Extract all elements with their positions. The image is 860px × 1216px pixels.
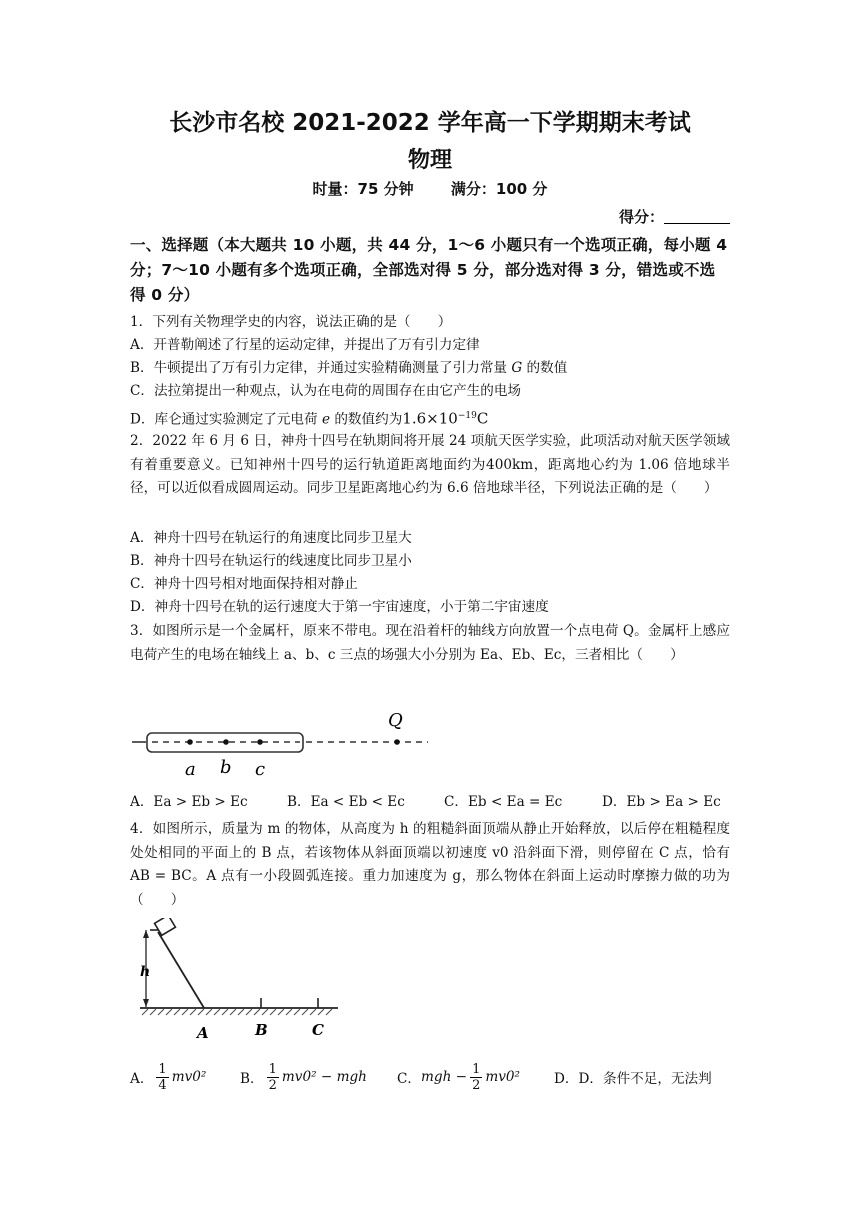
q3-option-c: C．Eb < Ea = Ec: [444, 794, 563, 810]
q4-a-fraction: [156, 1062, 168, 1093]
q4-b-label: B．: [240, 1071, 264, 1087]
score-field: [619, 206, 730, 227]
exam-meta: [0, 178, 860, 199]
q3-option-a: A．Ea > Eb > Ec: [130, 794, 248, 810]
q1-d-text: D．库仑通过实验测定了元电荷: [130, 411, 322, 428]
q4-c-num: 1: [472, 1061, 481, 1077]
q4-b-num: 1: [268, 1061, 277, 1077]
q3-options: [130, 789, 740, 811]
label-A: A: [197, 1024, 209, 1042]
q1-stem: 1．下列有关物理学史的内容，说法正确的是（ ）: [130, 314, 452, 330]
q4-c-den: 2: [472, 1077, 481, 1093]
q1-option-c: C．法拉第提出一种观点，认为在电荷的周围存在由它产生的电场: [130, 383, 522, 399]
q3-rod-figure: [128, 704, 438, 784]
q4-incline-figure: [128, 918, 348, 1044]
label-c: c: [255, 759, 266, 780]
ground-hatching: [142, 1009, 332, 1015]
q1-d-unit: C: [476, 409, 489, 428]
q4-c-label: C．: [397, 1071, 421, 1087]
label-C: C: [312, 1021, 324, 1039]
full-score: 满分：100 分: [450, 180, 548, 198]
q4-option-b: [240, 1062, 397, 1093]
q4-option-a: [130, 1062, 240, 1093]
score-blank[interactable]: [664, 209, 730, 224]
q1-d-var: e: [321, 411, 330, 428]
q2-option-c: C．神舟十四号相对地面保持相对静止: [130, 576, 358, 592]
incline-surface: [158, 932, 204, 1008]
score-label: 得分：: [618, 208, 664, 226]
height-arrow-top: [143, 930, 149, 938]
section-heading: 一、选择题（本大题共 10 小题，共 44 分，1～6 小题只有一个选项正确，每小题 4 分；7～10 小题有多个选项正确，全部选对得 5 分，部分选对得 3 分，错选或不选得 0 分）: [130, 236, 728, 304]
point-c-dot: [257, 739, 263, 745]
label-B: B: [255, 1021, 268, 1039]
q1-option-a: A．开普勒阐述了行星的运动定律，并提出了万有引力定律: [130, 337, 480, 353]
height-arrow-bottom: [143, 999, 149, 1007]
q3-option-b: B．Ea < Eb < Ec: [287, 794, 405, 810]
q4-c-expr: mv0²: [485, 1069, 521, 1085]
exam-title: 长沙市名校 2021-2022 学年高一下学期期末考试: [169, 110, 691, 136]
q4-b-den: 2: [268, 1077, 277, 1093]
q1-b-var: G: [511, 360, 523, 376]
q3-stem: 3．如图所示是一个金属杆，原来不带电。现在沿着杆的轴线方向放置一个点电荷 Q。金属杆上感应电荷产生的电场在轴线上 a、b、c 三点的场强大小分别为 Ea、Eb、Ec，三者相比（ ）: [130, 623, 730, 663]
q1-b-tail: 的数值: [522, 360, 568, 376]
q1-d-value: 1.6×10: [402, 409, 458, 428]
q4-stem: 4．如图所示，质量为 m 的物体，从高度为 h 的粗糙斜面顶端从静止开始释放，以后停在粗糙程度处处相同的平面上的 B 点，若该物体从斜面顶端以初速度 v0 沿斜面下滑，则停留在 C 点，恰有 AB = BC。A 点有一小段圆弧连接。重力加速度为 g，那么物体在斜面上运动时摩擦力做的功为（ ）: [130, 821, 730, 908]
label-h: h: [140, 964, 151, 980]
label-q: Q: [388, 710, 403, 731]
label-b: b: [220, 757, 232, 778]
q4-a-label: A．: [130, 1071, 154, 1087]
q4-a-num: 1: [158, 1061, 167, 1077]
q1-d-exponent: −19: [457, 411, 477, 421]
q4-c-fraction: [470, 1062, 482, 1093]
point-b-dot: [223, 739, 229, 745]
q4-option-c: [397, 1062, 554, 1093]
q4-options: [130, 1055, 740, 1099]
q2-option-d: D．神舟十四号在轨的运行速度大于第一宇宙速度，小于第二宇宙速度: [130, 599, 549, 615]
q2-stem: 2．2022 年 6 月 6 日，神舟十四号在轨期间将开展 24 项航天医学实验，此项活动对航天医学领域有着重要意义。已知神州十四号的运行轨道距离地面约为400km，距离地心约为 1.06 倍地球半径，可以近似看成圆周运动。同步卫星距离地心约为 6.6 倍地球半径，下列说法正确的是（ ）: [130, 433, 730, 496]
q2-option-a: A．神舟十四号在轨运行的角速度比同步卫星大: [130, 530, 412, 546]
q4-a-den: 4: [158, 1077, 167, 1093]
q4-c-head: mgh −: [421, 1069, 468, 1085]
point-a-dot: [187, 739, 193, 745]
q4-b-expr: mv0² − mgh: [281, 1069, 367, 1085]
q4-option-d: D．D．条件不足，无法判: [554, 1071, 712, 1087]
q4-b-fraction: [267, 1062, 279, 1093]
label-a: a: [185, 759, 196, 780]
subject-title: 物理: [407, 148, 452, 173]
q2-option-b: B．神舟十四号在轨运行的线速度比同步卫星小: [130, 553, 412, 569]
q1-option-d: [130, 406, 735, 430]
q1-d-mid: 的数值约为: [330, 411, 403, 428]
q3-option-d: D．Eb > Ea > Ec: [602, 794, 721, 810]
q1-option-b: [130, 358, 735, 378]
charge-q-dot: [394, 739, 400, 745]
q4-a-expr: mv0²: [171, 1069, 207, 1085]
time-limit: 时量：75 分钟: [312, 180, 414, 198]
q1-b-text: B．牛顿提出了万有引力定律，并通过实验精确测量了引力常量: [130, 360, 512, 376]
